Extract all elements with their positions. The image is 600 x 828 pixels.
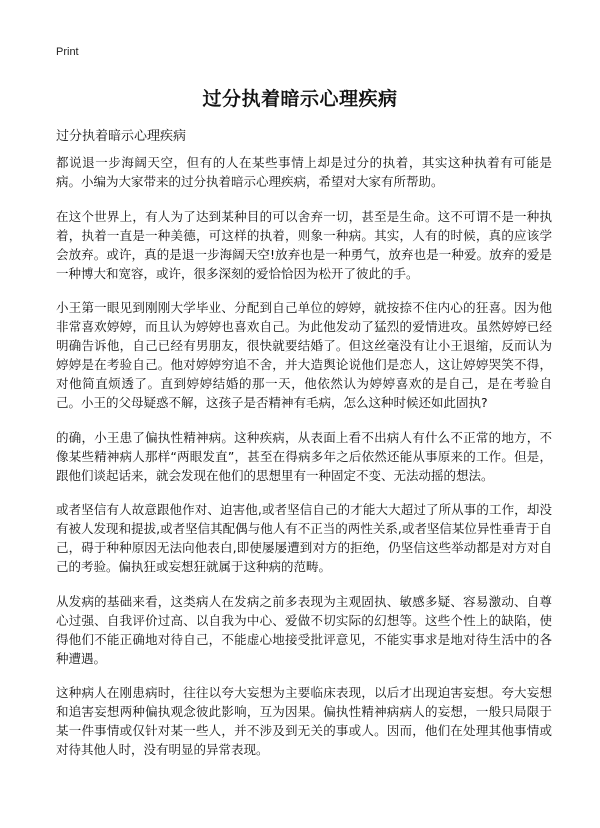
- article-subtitle: 过分执着暗示心理疾病: [56, 129, 187, 144]
- paragraph-letting-go: 在这个世界上，有人为了达到某种目的可以舍弃一切，甚至是生命。这不可谓不是一种执着，执着一直是一种美德，可这样的执着，则象一种病。其实，人有的时候，真的应该学会放弃。或许，真的是退一步海阔天空!放弃也是一种勇气，放弃也是一种爱。放弃的爱是一种博大和宽容，或许，很多深刻的爱恰恰因为松开了彼此的手。: [56, 208, 552, 281]
- paragraph-clinical-features: 这种病人在刚患病时，往往以夸大妄想为主要临床表现，以后才出现迫害妄想。夸大妄想和追害妄想两种偏执观念彼此影响，互为因果。偏执性精神病病人的妄想，一般只局限于某一件事情或仅针对某一些人，并不涉及到无关的事或人。因而，他们在处理其他事情或对待其他人时，没有明显的异常表现。: [56, 685, 552, 757]
- article-body: [56, 153, 552, 775]
- paragraph-intro: 都说退一步海阔天空，但有的人在某些事情上却是过分的执着，其实这种执着有可能是病。小编为大家带来的过分执着暗示心理疾病，希望对大家有所帮助。: [56, 155, 552, 189]
- paragraph-personality-basis: 从发病的基础来看，这类病人在发病之前多表现为主观固执、敏感多疑、容易激动、自尊心过强、自我评价过高、以自我为中心、爱做不切实际的幻想等。这些个性上的缺陷，使得他们不能正确地对待自己，不能虚心地接受批评意见，不能实事求是地对待生活中的各种遭遇。: [56, 593, 552, 666]
- paragraph-delusion-types: 或者坚信有人故意跟他作对、迫害他,或者坚信自己的才能大大超过了所从事的工作，却没有被人发现和提拔,或者坚信其配偶与他人有不正当的两性关系,或者坚信某位异性垂青于自己，碍于种种原因无法向他表白,即使屡屡遭到对方的拒绝，仍坚信这些举动都是对方对自己的考验。偏执狂或妄想狂就属于这种病的范畴。: [56, 502, 552, 574]
- paragraph-paranoid-psychosis: 的确，小王患了偏执性精神病。这种疾病，从表面上看不出病人有什么不正常的地方，不像某些精神病人那样“两眼发直”，甚至在得病多年之后依然还能从事原来的工作。但是，跟他们谈起话来，就会发现在他们的思想里有一种固定不变、无法动摇的想法。: [56, 429, 552, 483]
- page-title: 过分执着暗示心理疾病: [202, 88, 398, 110]
- paragraph-xiaowang-story: 小王第一眼见到刚刚大学毕业、分配到自己单位的婷婷，就按捺不住内心的狂喜。因为他非常喜欢婷婷，而且认为婷婷也喜欢自己。为此他发动了猛烈的爱情进攻。虽然婷婷已经明确告诉他，自己已经有男朋友，很快就要结婚了。但这丝毫没有让小王退缩，反而认为婷婷是在考验自己。他对婷婷穷追不舍，并大造舆论说他们是恋人，这让婷婷哭笑不得，对他简直烦透了。直到婷婷结婚的那一天，他依然认为婷婷喜欢的是自己，是在考验自己。小王的父母疑惑不解，这孩子是否精神有毛病，怎么这种时候还如此固执?: [56, 300, 552, 410]
- print-link[interactable]: Print: [56, 46, 79, 58]
